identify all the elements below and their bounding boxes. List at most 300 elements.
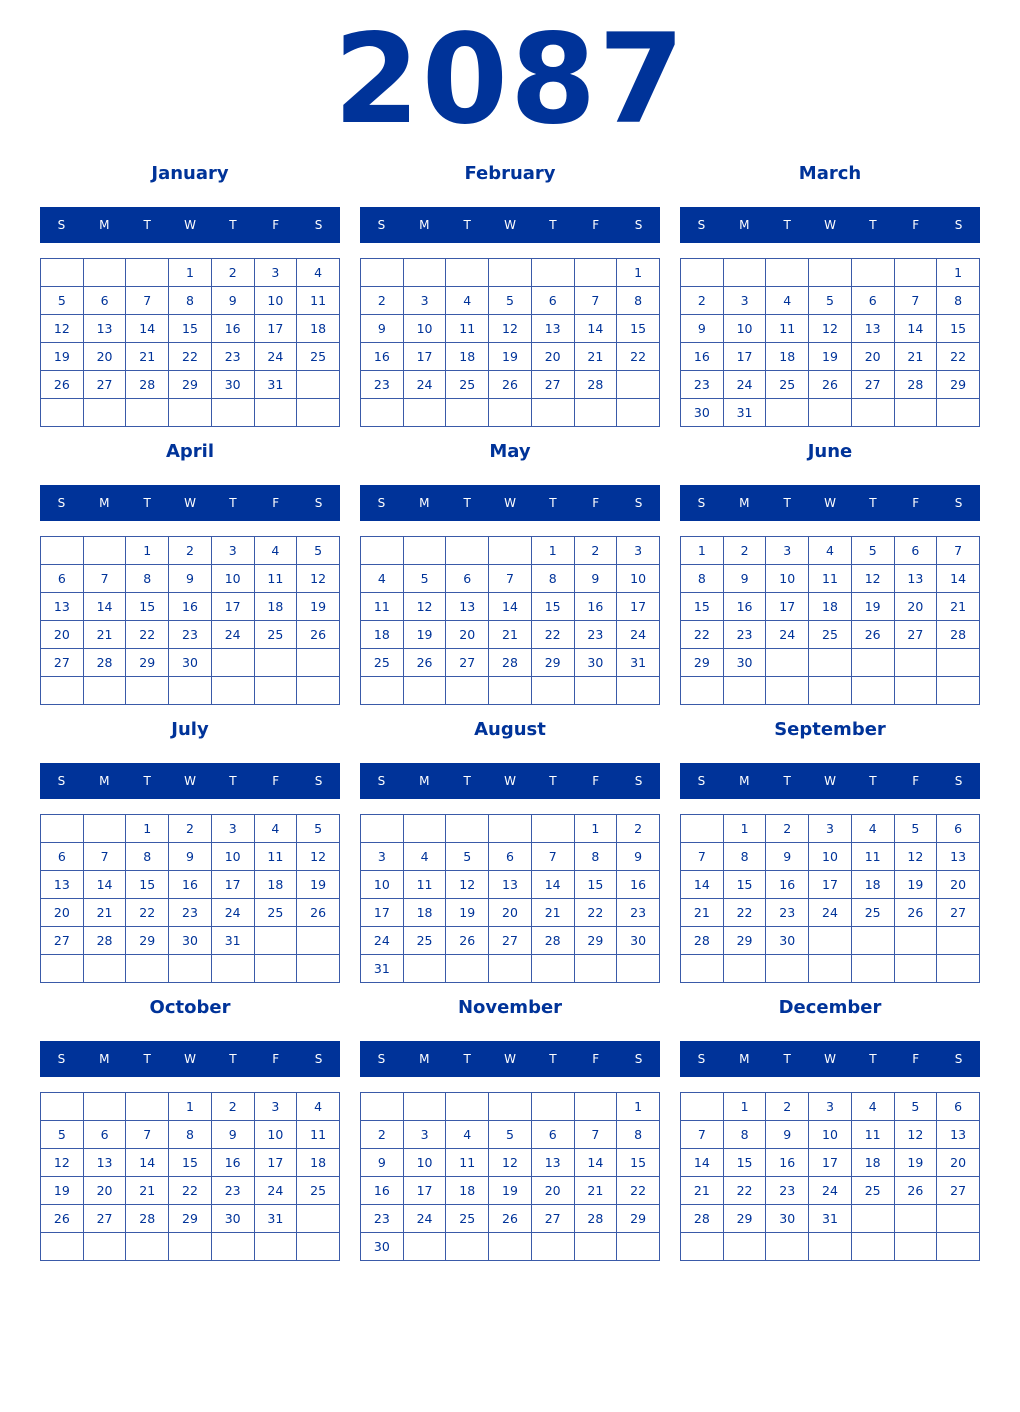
day-cell: 23 bbox=[574, 621, 617, 649]
day-cell bbox=[446, 399, 489, 427]
day-cell: 9 bbox=[169, 843, 212, 871]
day-cell: 3 bbox=[254, 1093, 297, 1121]
day-cell: 21 bbox=[574, 1177, 617, 1205]
day-cell: 11 bbox=[297, 287, 340, 315]
weekday-header: S bbox=[377, 496, 386, 510]
day-cell: 15 bbox=[126, 593, 169, 621]
day-cell bbox=[254, 955, 297, 983]
day-cell: 17 bbox=[809, 1149, 852, 1177]
day-cell: 29 bbox=[681, 649, 724, 677]
day-cell bbox=[83, 259, 126, 287]
day-cell: 7 bbox=[681, 1121, 724, 1149]
day-cell: 11 bbox=[403, 871, 446, 899]
day-cell bbox=[617, 677, 660, 705]
day-cell: 21 bbox=[126, 1177, 169, 1205]
day-cell: 6 bbox=[446, 565, 489, 593]
day-cell bbox=[403, 399, 446, 427]
day-cell bbox=[617, 371, 660, 399]
day-cell: 21 bbox=[83, 621, 126, 649]
week-row bbox=[361, 259, 660, 287]
day-cell: 19 bbox=[809, 343, 852, 371]
day-cell bbox=[254, 1233, 297, 1261]
weekday-header: F bbox=[912, 496, 920, 510]
weekday-header: M bbox=[419, 774, 430, 788]
week-row bbox=[361, 287, 660, 315]
day-cell: 24 bbox=[254, 1177, 297, 1205]
day-cell bbox=[851, 399, 894, 427]
weekday-header: M bbox=[739, 774, 750, 788]
day-cell: 13 bbox=[446, 593, 489, 621]
day-cell: 8 bbox=[723, 1121, 766, 1149]
day-cell bbox=[41, 537, 84, 565]
day-cell bbox=[766, 399, 809, 427]
month-name: December bbox=[778, 997, 882, 1018]
weekday-header: W bbox=[824, 218, 836, 232]
day-cell: 29 bbox=[126, 649, 169, 677]
day-cell: 26 bbox=[809, 371, 852, 399]
day-cell bbox=[169, 399, 212, 427]
day-cell bbox=[937, 927, 980, 955]
day-cell: 29 bbox=[723, 927, 766, 955]
week-row bbox=[681, 843, 980, 871]
day-cell bbox=[446, 259, 489, 287]
weekday-header: W bbox=[184, 496, 196, 510]
day-cell bbox=[531, 399, 574, 427]
weekday-header-row bbox=[680, 207, 980, 243]
day-cell bbox=[83, 1233, 126, 1261]
day-cell bbox=[681, 259, 724, 287]
day-cell bbox=[403, 955, 446, 983]
day-cell: 14 bbox=[531, 871, 574, 899]
day-cell: 6 bbox=[937, 815, 980, 843]
day-cell: 24 bbox=[254, 343, 297, 371]
day-cell: 10 bbox=[809, 1121, 852, 1149]
day-cell: 26 bbox=[297, 899, 340, 927]
day-cell bbox=[851, 927, 894, 955]
day-cell bbox=[723, 1233, 766, 1261]
day-cell: 17 bbox=[254, 315, 297, 343]
day-cell bbox=[851, 259, 894, 287]
day-cell: 14 bbox=[894, 315, 937, 343]
weekday-header: S bbox=[57, 1052, 66, 1066]
day-cell: 29 bbox=[531, 649, 574, 677]
day-cell: 20 bbox=[489, 899, 532, 927]
day-cell: 27 bbox=[937, 899, 980, 927]
weekday-header: M bbox=[739, 496, 750, 510]
day-cell bbox=[169, 1233, 212, 1261]
weekday-header: M bbox=[739, 1052, 750, 1066]
day-cell: 26 bbox=[894, 899, 937, 927]
day-cell: 22 bbox=[169, 343, 212, 371]
day-cell: 18 bbox=[446, 343, 489, 371]
weekday-header: T bbox=[783, 774, 791, 788]
day-cell: 25 bbox=[851, 1177, 894, 1205]
week-row bbox=[681, 315, 980, 343]
day-cell: 21 bbox=[937, 593, 980, 621]
day-cell: 1 bbox=[574, 815, 617, 843]
day-cell: 26 bbox=[851, 621, 894, 649]
day-cell: 18 bbox=[297, 315, 340, 343]
week-row bbox=[41, 1177, 340, 1205]
day-cell bbox=[937, 1205, 980, 1233]
day-cell: 7 bbox=[531, 843, 574, 871]
day-cell: 22 bbox=[126, 899, 169, 927]
day-grid bbox=[680, 536, 980, 705]
day-cell: 23 bbox=[361, 1205, 404, 1233]
week-row bbox=[681, 259, 980, 287]
day-cell: 2 bbox=[169, 815, 212, 843]
day-cell bbox=[403, 1233, 446, 1261]
week-row bbox=[41, 565, 340, 593]
day-cell: 31 bbox=[809, 1205, 852, 1233]
day-cell bbox=[41, 955, 84, 983]
week-row bbox=[41, 1149, 340, 1177]
year-title: 2087 bbox=[333, 8, 687, 152]
weekday-header: S bbox=[57, 218, 66, 232]
week-row bbox=[681, 927, 980, 955]
day-cell: 27 bbox=[41, 927, 84, 955]
day-cell bbox=[723, 259, 766, 287]
day-cell bbox=[254, 649, 297, 677]
week-row bbox=[361, 1233, 660, 1261]
day-cell: 5 bbox=[894, 815, 937, 843]
day-cell: 23 bbox=[169, 899, 212, 927]
day-cell: 4 bbox=[446, 1121, 489, 1149]
day-cell bbox=[489, 399, 532, 427]
day-cell: 29 bbox=[126, 927, 169, 955]
day-cell bbox=[446, 537, 489, 565]
weekday-header: F bbox=[912, 774, 920, 788]
day-cell: 25 bbox=[766, 371, 809, 399]
week-row bbox=[361, 843, 660, 871]
day-cell: 12 bbox=[489, 315, 532, 343]
day-cell bbox=[937, 677, 980, 705]
day-cell bbox=[126, 955, 169, 983]
day-cell: 20 bbox=[851, 343, 894, 371]
day-cell: 18 bbox=[254, 593, 297, 621]
day-cell: 19 bbox=[894, 1149, 937, 1177]
day-cell: 27 bbox=[41, 649, 84, 677]
day-cell: 3 bbox=[723, 287, 766, 315]
day-cell bbox=[211, 399, 254, 427]
day-cell: 23 bbox=[766, 899, 809, 927]
day-cell: 16 bbox=[361, 343, 404, 371]
day-cell: 23 bbox=[617, 899, 660, 927]
day-cell bbox=[254, 399, 297, 427]
week-row bbox=[361, 899, 660, 927]
weekday-header: W bbox=[184, 1052, 196, 1066]
day-cell: 28 bbox=[83, 649, 126, 677]
day-cell bbox=[361, 815, 404, 843]
week-row bbox=[681, 1205, 980, 1233]
day-cell: 16 bbox=[169, 871, 212, 899]
day-cell: 2 bbox=[361, 1121, 404, 1149]
day-cell bbox=[403, 677, 446, 705]
day-cell: 7 bbox=[574, 1121, 617, 1149]
week-row bbox=[41, 343, 340, 371]
day-cell: 21 bbox=[126, 343, 169, 371]
day-cell: 26 bbox=[489, 1205, 532, 1233]
weekday-header: T bbox=[143, 1052, 151, 1066]
day-cell: 16 bbox=[766, 871, 809, 899]
day-cell: 21 bbox=[681, 1177, 724, 1205]
day-cell: 22 bbox=[574, 899, 617, 927]
day-cell: 29 bbox=[169, 371, 212, 399]
day-cell bbox=[574, 955, 617, 983]
day-cell: 8 bbox=[169, 287, 212, 315]
day-cell: 12 bbox=[297, 843, 340, 871]
day-cell: 19 bbox=[489, 1177, 532, 1205]
day-cell: 2 bbox=[723, 537, 766, 565]
day-cell: 10 bbox=[809, 843, 852, 871]
week-row bbox=[361, 371, 660, 399]
day-cell: 21 bbox=[681, 899, 724, 927]
week-row bbox=[681, 955, 980, 983]
day-cell: 13 bbox=[83, 315, 126, 343]
day-cell: 5 bbox=[403, 565, 446, 593]
day-cell: 24 bbox=[403, 371, 446, 399]
day-cell bbox=[937, 399, 980, 427]
day-cell: 9 bbox=[681, 315, 724, 343]
day-cell bbox=[894, 649, 937, 677]
weekday-header: M bbox=[99, 496, 110, 510]
day-cell bbox=[531, 955, 574, 983]
day-cell: 6 bbox=[937, 1093, 980, 1121]
day-cell: 14 bbox=[574, 315, 617, 343]
day-cell: 14 bbox=[937, 565, 980, 593]
day-cell: 10 bbox=[403, 1149, 446, 1177]
day-cell bbox=[574, 1233, 617, 1261]
day-cell bbox=[41, 1233, 84, 1261]
day-cell: 24 bbox=[617, 621, 660, 649]
day-cell: 21 bbox=[489, 621, 532, 649]
day-cell: 11 bbox=[809, 565, 852, 593]
day-cell: 27 bbox=[851, 371, 894, 399]
day-cell bbox=[489, 1233, 532, 1261]
day-cell bbox=[211, 649, 254, 677]
day-cell bbox=[126, 1233, 169, 1261]
day-cell: 18 bbox=[766, 343, 809, 371]
week-row bbox=[681, 287, 980, 315]
day-cell: 30 bbox=[766, 927, 809, 955]
day-cell: 28 bbox=[531, 927, 574, 955]
day-cell: 19 bbox=[297, 871, 340, 899]
week-row bbox=[41, 399, 340, 427]
day-grid bbox=[360, 536, 660, 705]
day-cell: 21 bbox=[574, 343, 617, 371]
week-row bbox=[41, 621, 340, 649]
day-cell: 29 bbox=[937, 371, 980, 399]
day-cell: 8 bbox=[681, 565, 724, 593]
day-cell: 25 bbox=[297, 1177, 340, 1205]
day-cell: 13 bbox=[41, 593, 84, 621]
week-row bbox=[681, 399, 980, 427]
day-cell: 19 bbox=[41, 1177, 84, 1205]
weekday-header: S bbox=[377, 1052, 386, 1066]
weekday-header-row bbox=[680, 763, 980, 799]
day-cell: 7 bbox=[126, 287, 169, 315]
day-cell: 18 bbox=[446, 1177, 489, 1205]
day-cell: 6 bbox=[531, 1121, 574, 1149]
day-cell: 27 bbox=[83, 371, 126, 399]
day-cell bbox=[937, 955, 980, 983]
day-cell: 18 bbox=[403, 899, 446, 927]
day-cell: 12 bbox=[403, 593, 446, 621]
day-cell bbox=[254, 677, 297, 705]
week-row bbox=[41, 259, 340, 287]
day-cell: 15 bbox=[574, 871, 617, 899]
day-cell bbox=[41, 259, 84, 287]
day-cell: 14 bbox=[83, 593, 126, 621]
day-cell: 27 bbox=[446, 649, 489, 677]
day-cell: 14 bbox=[681, 1149, 724, 1177]
week-row bbox=[41, 315, 340, 343]
day-cell: 17 bbox=[361, 899, 404, 927]
day-cell: 3 bbox=[211, 815, 254, 843]
day-cell: 22 bbox=[937, 343, 980, 371]
week-row bbox=[681, 871, 980, 899]
day-cell bbox=[766, 649, 809, 677]
day-cell: 13 bbox=[937, 843, 980, 871]
weekday-header: T bbox=[783, 496, 791, 510]
day-cell: 7 bbox=[83, 843, 126, 871]
day-grid bbox=[680, 258, 980, 427]
weekday-header: W bbox=[824, 1052, 836, 1066]
day-cell: 23 bbox=[211, 1177, 254, 1205]
day-cell: 19 bbox=[489, 343, 532, 371]
day-cell bbox=[766, 1233, 809, 1261]
day-cell: 25 bbox=[403, 927, 446, 955]
day-cell: 6 bbox=[489, 843, 532, 871]
weekday-header-row bbox=[40, 763, 340, 799]
day-cell bbox=[894, 955, 937, 983]
day-cell: 15 bbox=[937, 315, 980, 343]
day-cell: 25 bbox=[361, 649, 404, 677]
day-cell bbox=[361, 677, 404, 705]
day-cell: 7 bbox=[894, 287, 937, 315]
day-cell: 1 bbox=[126, 815, 169, 843]
day-cell bbox=[83, 677, 126, 705]
day-cell: 26 bbox=[446, 927, 489, 955]
day-cell bbox=[169, 955, 212, 983]
week-row bbox=[681, 1121, 980, 1149]
day-cell: 26 bbox=[489, 371, 532, 399]
day-cell bbox=[617, 399, 660, 427]
day-grid bbox=[360, 814, 660, 983]
day-cell: 17 bbox=[403, 343, 446, 371]
week-row bbox=[361, 565, 660, 593]
weekday-header: S bbox=[954, 1052, 963, 1066]
day-cell: 31 bbox=[361, 955, 404, 983]
day-cell: 11 bbox=[297, 1121, 340, 1149]
day-cell: 10 bbox=[766, 565, 809, 593]
day-cell: 1 bbox=[681, 537, 724, 565]
day-cell: 29 bbox=[169, 1205, 212, 1233]
day-cell: 26 bbox=[403, 649, 446, 677]
day-cell bbox=[574, 399, 617, 427]
day-cell: 5 bbox=[894, 1093, 937, 1121]
week-row bbox=[681, 621, 980, 649]
weekday-header: S bbox=[377, 774, 386, 788]
day-cell: 10 bbox=[254, 287, 297, 315]
day-cell bbox=[126, 259, 169, 287]
day-cell: 22 bbox=[681, 621, 724, 649]
day-cell: 5 bbox=[809, 287, 852, 315]
day-cell: 17 bbox=[766, 593, 809, 621]
day-cell bbox=[809, 927, 852, 955]
day-cell: 1 bbox=[531, 537, 574, 565]
month-name: February bbox=[464, 163, 556, 184]
day-cell: 4 bbox=[851, 1093, 894, 1121]
day-cell: 23 bbox=[681, 371, 724, 399]
day-cell: 5 bbox=[446, 843, 489, 871]
day-cell bbox=[403, 1093, 446, 1121]
day-cell: 20 bbox=[446, 621, 489, 649]
weekday-header: S bbox=[634, 774, 643, 788]
day-cell bbox=[809, 677, 852, 705]
day-cell bbox=[403, 537, 446, 565]
day-grid bbox=[360, 258, 660, 427]
day-cell: 7 bbox=[937, 537, 980, 565]
month-name: September bbox=[774, 719, 886, 740]
day-cell: 14 bbox=[681, 871, 724, 899]
weekday-header-row bbox=[360, 207, 660, 243]
weekday-header: F bbox=[912, 1052, 920, 1066]
day-cell: 6 bbox=[894, 537, 937, 565]
day-cell: 26 bbox=[894, 1177, 937, 1205]
day-cell bbox=[531, 1093, 574, 1121]
day-cell: 20 bbox=[937, 871, 980, 899]
day-cell: 13 bbox=[894, 565, 937, 593]
day-cell: 28 bbox=[937, 621, 980, 649]
weekday-header: T bbox=[869, 496, 877, 510]
day-cell bbox=[446, 955, 489, 983]
day-cell: 3 bbox=[254, 259, 297, 287]
week-row bbox=[41, 1205, 340, 1233]
day-cell: 12 bbox=[809, 315, 852, 343]
day-cell: 15 bbox=[617, 1149, 660, 1177]
day-cell: 1 bbox=[169, 259, 212, 287]
weekday-header: F bbox=[272, 496, 280, 510]
weekday-header-row bbox=[40, 207, 340, 243]
day-cell: 10 bbox=[211, 843, 254, 871]
day-cell bbox=[489, 815, 532, 843]
day-cell: 28 bbox=[126, 371, 169, 399]
day-cell: 1 bbox=[169, 1093, 212, 1121]
day-cell bbox=[41, 1093, 84, 1121]
day-cell: 8 bbox=[723, 843, 766, 871]
weekday-header: S bbox=[954, 496, 963, 510]
day-cell: 16 bbox=[574, 593, 617, 621]
day-cell: 27 bbox=[531, 1205, 574, 1233]
day-cell: 11 bbox=[446, 1149, 489, 1177]
day-cell: 30 bbox=[723, 649, 766, 677]
day-cell: 12 bbox=[489, 1149, 532, 1177]
day-cell bbox=[446, 1233, 489, 1261]
day-cell: 30 bbox=[574, 649, 617, 677]
day-cell: 17 bbox=[809, 871, 852, 899]
day-cell: 22 bbox=[617, 1177, 660, 1205]
day-cell bbox=[83, 815, 126, 843]
day-cell: 18 bbox=[254, 871, 297, 899]
week-row bbox=[41, 1093, 340, 1121]
weekday-header: F bbox=[272, 774, 280, 788]
day-cell bbox=[894, 1233, 937, 1261]
day-cell bbox=[809, 955, 852, 983]
weekday-header: M bbox=[419, 496, 430, 510]
day-cell: 10 bbox=[211, 565, 254, 593]
week-row bbox=[41, 677, 340, 705]
